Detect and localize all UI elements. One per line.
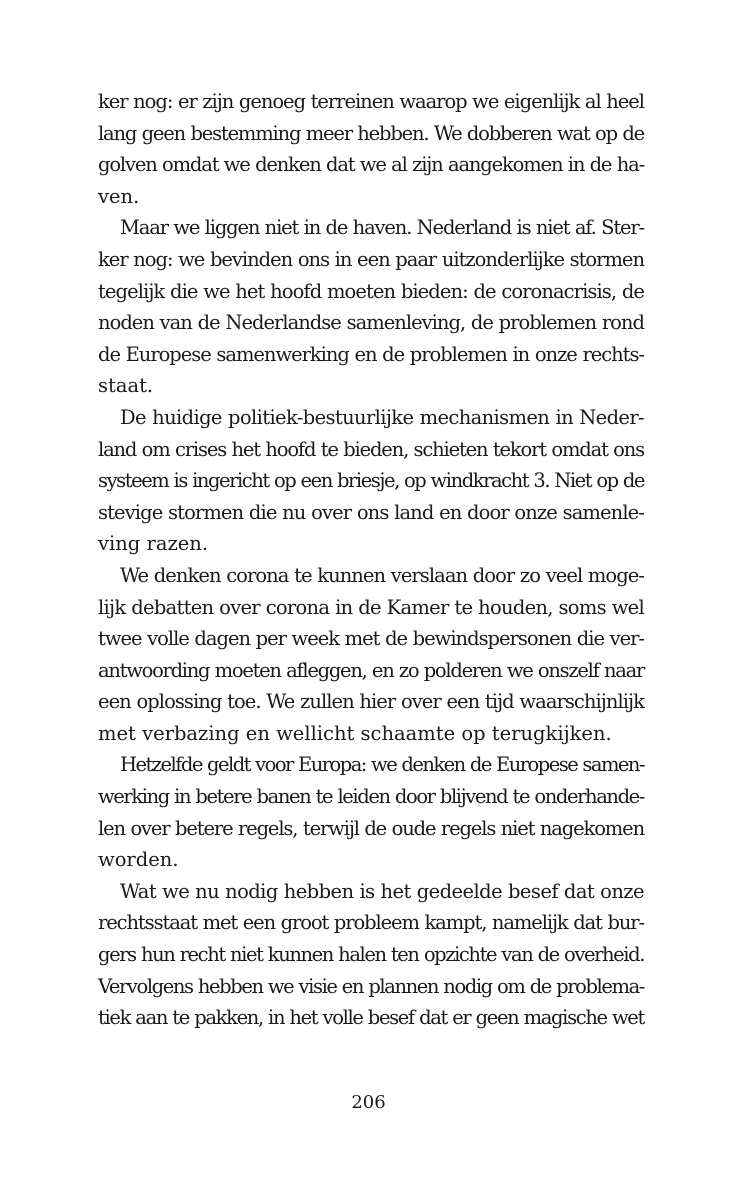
text-line: gers hun recht niet kunnen halen ten opzichte van de overheid. — [98, 943, 644, 967]
text-line: systeem is ingericht op een briesje, op windkracht 3. Niet op de — [98, 469, 644, 493]
text-line: lijk debatten over corona in de Kamer te houden, soms wel — [98, 595, 644, 619]
page-number: 206 — [351, 1092, 386, 1113]
text-line: ker nog: we bevinden ons in een paar uitzonderlijke stormen — [98, 247, 644, 271]
text-line: ker nog: er zijn genoeg terreinen waarop we eigenlijk al heel — [98, 90, 644, 113]
paragraph-5 — [98, 749, 644, 875]
text-line: ving razen. — [98, 532, 209, 556]
text-line: antwoording moeten afleggen, en zo polderen we onszelf naar — [98, 658, 644, 682]
text-line: worden. — [98, 848, 179, 872]
text-line: tegelijk die we het hoofd moeten bieden: de coronacrisis, de — [98, 279, 644, 303]
text-line: werking in betere banen te leiden door blijvend te onderhande- — [98, 785, 644, 809]
text-line: De huidige politiek-bestuurlijke mechanismen in Neder- — [120, 405, 644, 429]
text-line: stevige stormen die nu over ons land en door onze samenle- — [98, 500, 644, 524]
text-line: tiek aan te pakken, in het volle besef dat er geen magische wet — [98, 1006, 644, 1030]
paragraph-4 — [98, 560, 644, 750]
text-line: len over betere regels, terwijl de oude regels niet nagekomen — [98, 816, 644, 840]
body-text — [98, 86, 644, 1034]
text-line: staat. — [98, 374, 154, 398]
text-line: lang geen bestemming meer hebben. We dobberen wat op de — [98, 121, 644, 145]
text-line: de Europese samenwerking en de problemen in onze rechts- — [98, 342, 644, 366]
text-line: Maar we liggen niet in de haven. Nederland is niet af. Ster- — [120, 216, 644, 240]
paragraph-6 — [98, 876, 644, 1034]
text-line: land om crises het hoofd te bieden, schieten tekort omdat ons — [98, 437, 644, 461]
text-line: twee volle dagen per week met de bewindspersonen die ver- — [98, 627, 644, 651]
text-line: golven omdat we denken dat we al zijn aangekomen in de ha- — [98, 153, 644, 177]
text-line: rechtsstaat met een groot probleem kampt, namelijk dat bur- — [98, 911, 644, 935]
text-line: We denken corona te kunnen verslaan door zo veel moge- — [120, 563, 644, 587]
text-line: Wat we nu nodig hebben is het gedeelde besef dat onze — [120, 879, 644, 903]
paragraph-1 — [98, 86, 644, 212]
paragraph-2 — [98, 212, 644, 402]
text-line: een oplossing toe. We zullen hier over een tijd waarschijnlijk — [98, 690, 644, 714]
paragraph-3 — [98, 402, 644, 560]
text-line: Hetzelfde geldt voor Europa: we denken de Europese samen- — [120, 753, 644, 777]
text-line: met verbazing en wellicht schaamte op terugkijken. — [98, 721, 612, 745]
text-line: noden van de Nederlandse samenleving, de problemen rond — [98, 311, 644, 335]
text-line: ven. — [98, 184, 140, 208]
text-line: Vervolgens hebben we visie en plannen nodig om de problema- — [98, 974, 644, 998]
